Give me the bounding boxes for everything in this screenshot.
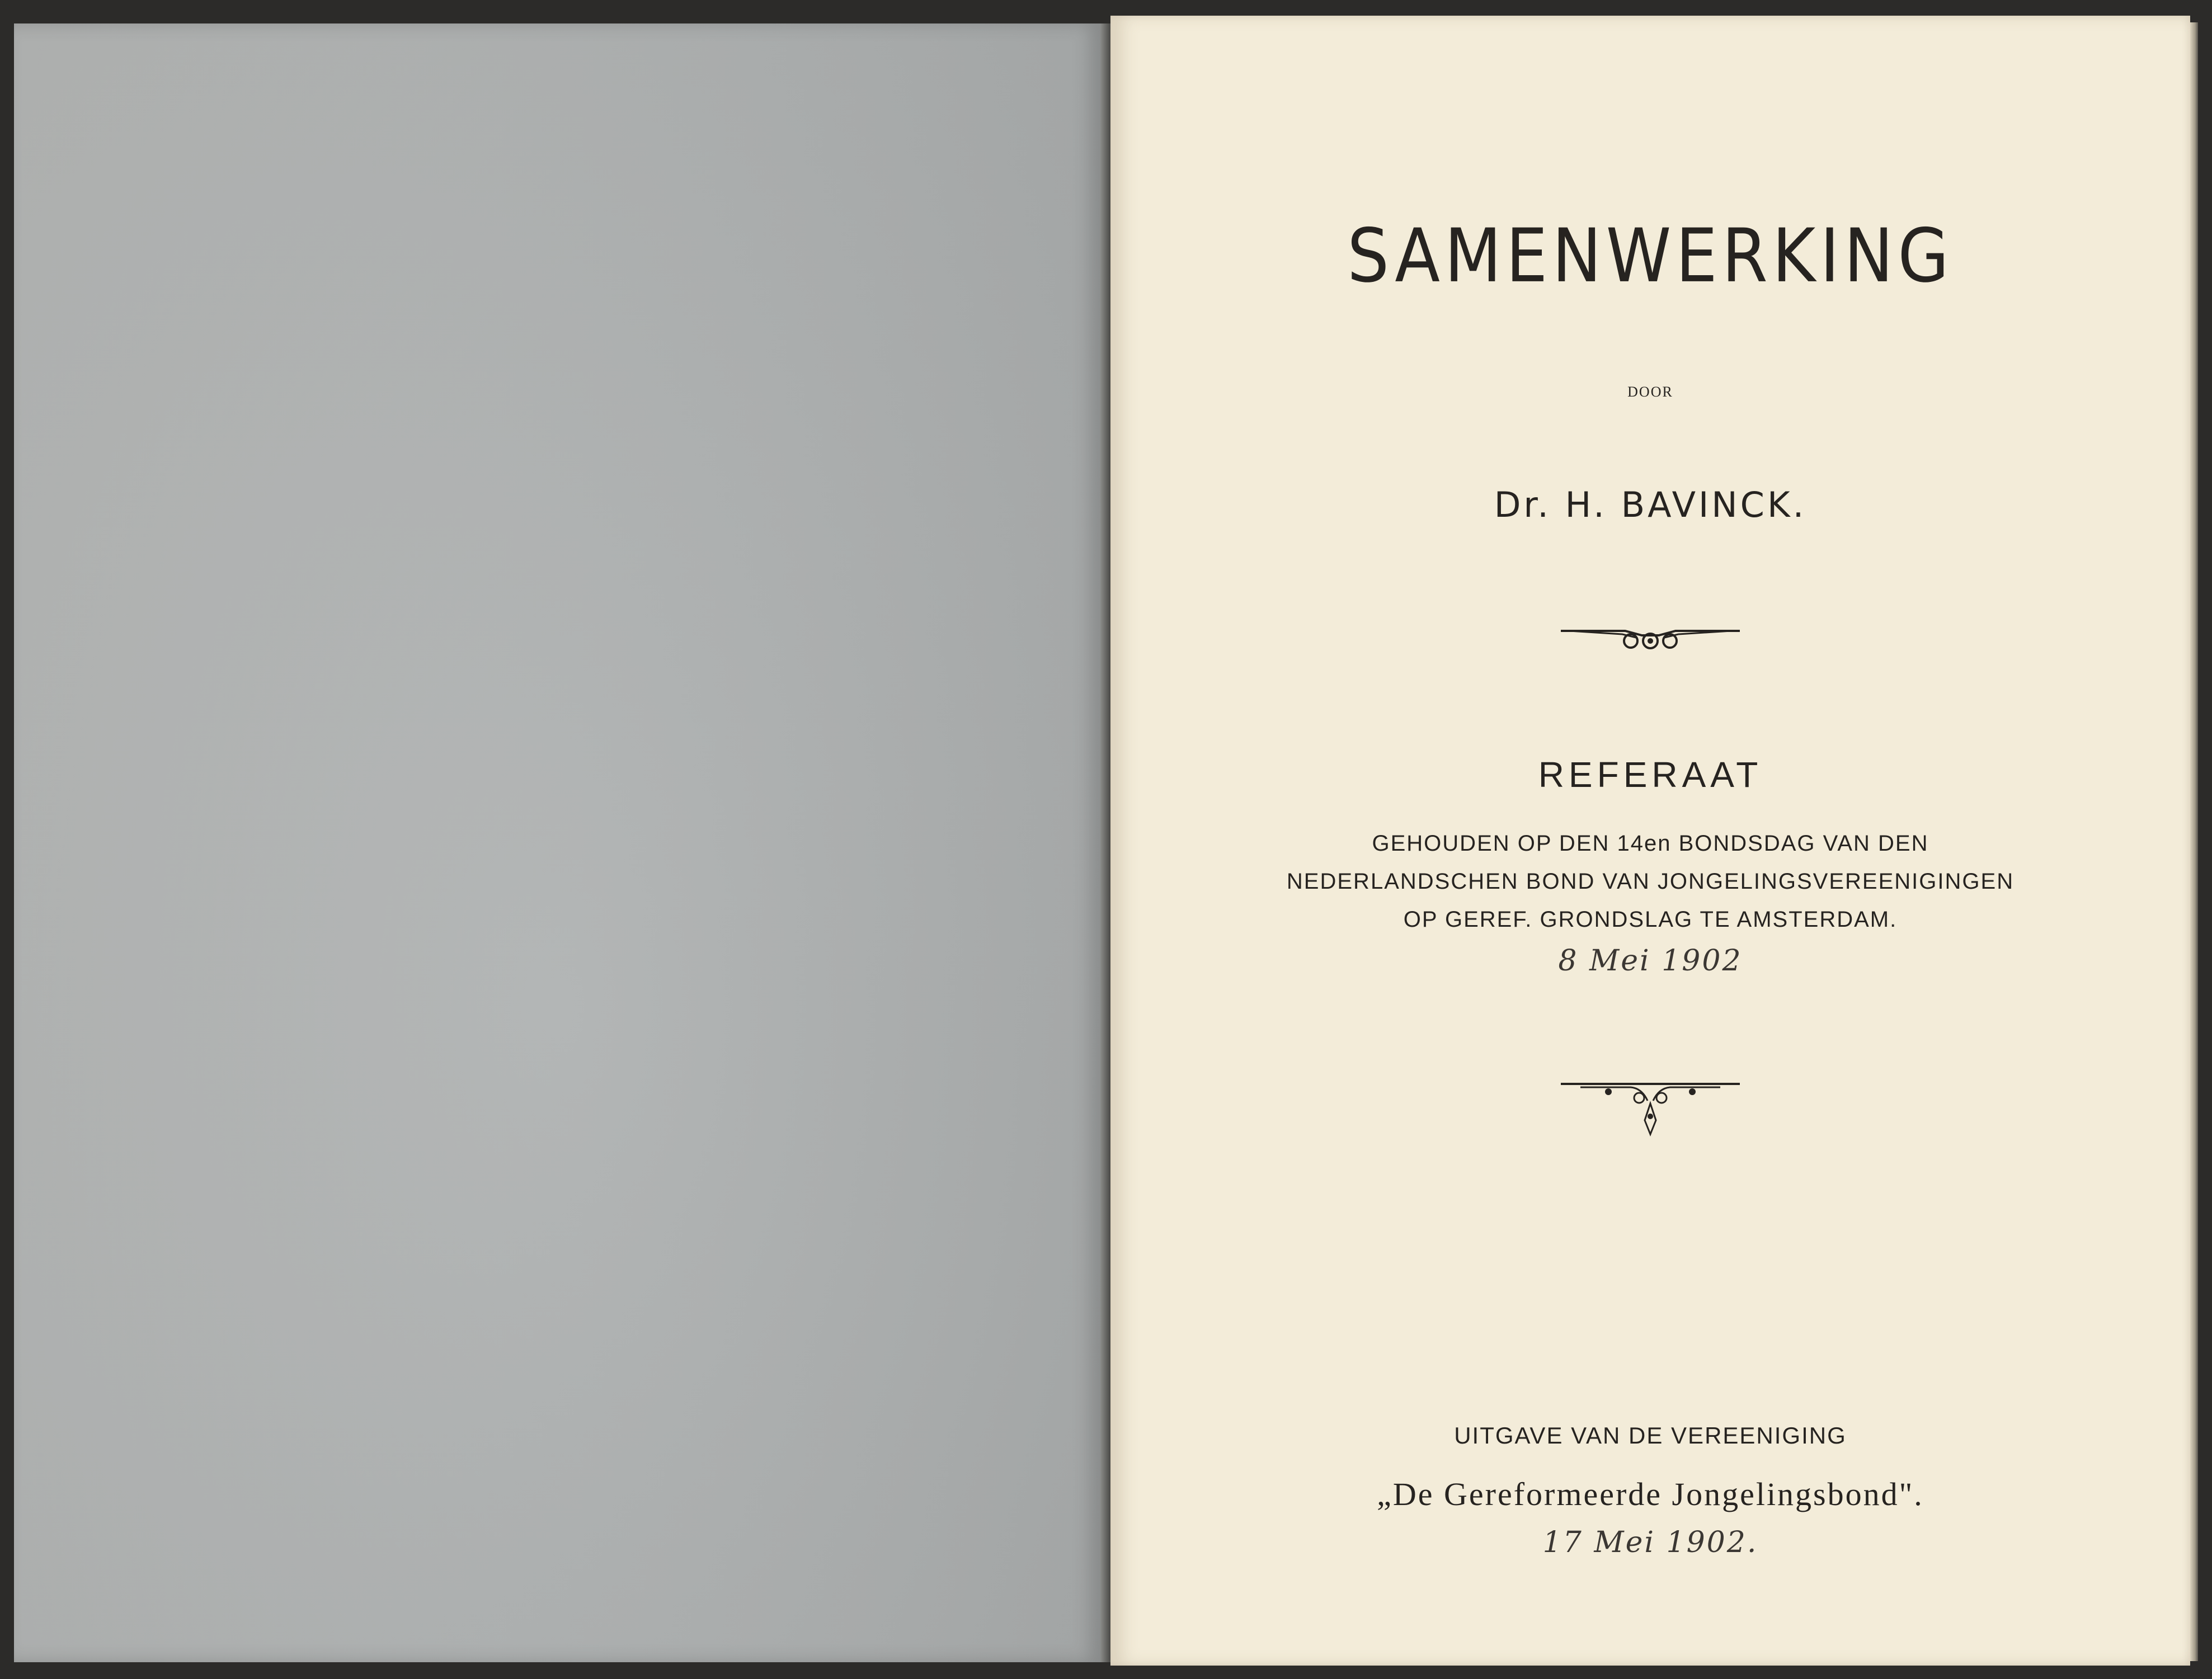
subtitle-line-2: NEDERLANDSCHEN BOND VAN JONGELINGSVEREENIGINGEN bbox=[1286, 869, 2015, 894]
subtitle-line-3: OP GEREF. GRONDSLAG TE AMSTERDAM. bbox=[1403, 907, 1898, 932]
book-title: SAMENWERKING bbox=[1347, 212, 1954, 299]
handwritten-date-2: 17 Mei 1902. bbox=[1542, 1526, 1758, 1559]
title-page bbox=[1110, 16, 2190, 1666]
book-gutter bbox=[1100, 23, 1110, 1662]
by-label: DOOR bbox=[1627, 384, 1673, 400]
subtitle-line-1: GEHOUDEN OP DEN 14en BONDSDAG VAN DEN bbox=[1372, 831, 1929, 856]
blank-cover-page bbox=[14, 23, 1100, 1662]
author-name: Dr. H. BAVINCK. bbox=[1494, 484, 1807, 525]
scroll-ornament-icon bbox=[1110, 614, 2190, 653]
publisher-line-1: UITGAVE VAN DE VEREENIGING bbox=[1454, 1422, 1847, 1449]
page-edge bbox=[2190, 22, 2198, 1661]
fleuron-ornament-icon bbox=[1110, 1073, 2190, 1140]
section-heading: REFERAAT bbox=[1538, 754, 1763, 795]
handwritten-date: 8 Mei 1902 bbox=[1558, 944, 1743, 978]
publisher-line-2: „De Gereformeerde Jongelingsbond". bbox=[1377, 1476, 1924, 1512]
